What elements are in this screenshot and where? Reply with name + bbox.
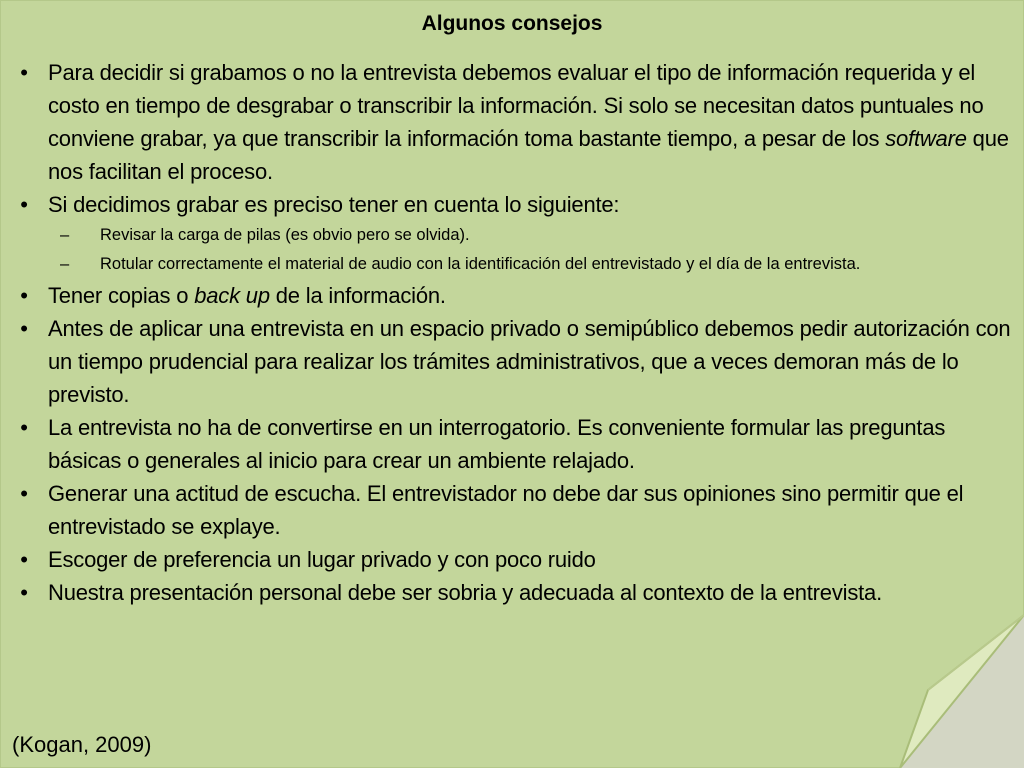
bullet-icon: •	[20, 415, 28, 440]
bullet-icon: •	[20, 192, 28, 217]
bullet-icon: •	[20, 283, 28, 308]
tip-item-quiet-place	[12, 543, 1018, 576]
tip-item-not-interrogation	[12, 411, 1018, 477]
subtip-item-batteries	[12, 221, 1018, 250]
bullet-icon: •	[20, 316, 28, 341]
tip-emphasis: back up	[194, 283, 270, 308]
bullet-icon: •	[20, 481, 28, 506]
dash-icon: –	[60, 255, 70, 273]
tip-item-backup	[12, 279, 1018, 312]
tip-item-authorization	[12, 312, 1018, 411]
subtip-text: Revisar la carga de pilas (es obvio pero se olvida).	[100, 226, 470, 244]
bullet-icon: •	[20, 580, 28, 605]
dash-icon: –	[60, 226, 70, 244]
tip-item-presentation	[12, 576, 1018, 609]
bullet-icon: •	[20, 60, 28, 85]
citation: (Kogan, 2009)	[12, 732, 152, 757]
tip-item-recording-decision	[12, 56, 1018, 188]
tip-text: Si decidimos grabar es preciso tener en cuenta lo siguiente:	[48, 192, 620, 217]
tips-list	[12, 56, 1018, 609]
bullet-icon: •	[20, 547, 28, 572]
tip-item-listening	[12, 477, 1018, 543]
tip-text: Generar una actitud de escucha. El entrevistador no debe dar sus opiniones sino permitir que el entrevistado se explaye.	[48, 481, 964, 539]
tip-emphasis: software	[885, 126, 967, 151]
tip-text: La entrevista no ha de convertirse en un interrogatorio. Es conveniente formular las preguntas básicas o generales al inicio para crear un ambiente relajado.	[48, 415, 946, 473]
slide-title: Algunos consejos	[421, 12, 603, 35]
tip-text: Nuestra presentación personal debe ser sobria y adecuada al contexto de la entrevista.	[48, 580, 882, 605]
tip-text: Escoger de preferencia un lugar privado y con poco ruido	[48, 547, 596, 572]
tip-text: Antes de aplicar una entrevista en un espacio privado o semipúblico debemos pedir autorización con un tiempo prudencial para realizar los trámites administrativos, que a veces demoran más de lo previsto.	[48, 316, 1011, 407]
tip-text: Tener copias o	[48, 283, 195, 308]
subtip-text: Rotular correctamente el material de audio con la identificación del entrevistado y el día de la entrevista.	[100, 255, 861, 273]
tip-text: Para decidir si grabamos o no la entrevista debemos evaluar el tipo de información requerida y el costo en tiempo de desgrabar o transcribir la información. Si solo se necesitan datos puntuales no conviene grabar, ya que transcribir la información toma bastante tiempo, a pesar de los	[48, 60, 984, 151]
tip-item-if-recording	[12, 188, 1018, 221]
subtip-item-labeling	[12, 250, 1018, 279]
tip-text-end: de la información.	[269, 283, 446, 308]
tip-text-end: que nos facilitan el proceso.	[48, 126, 1009, 184]
